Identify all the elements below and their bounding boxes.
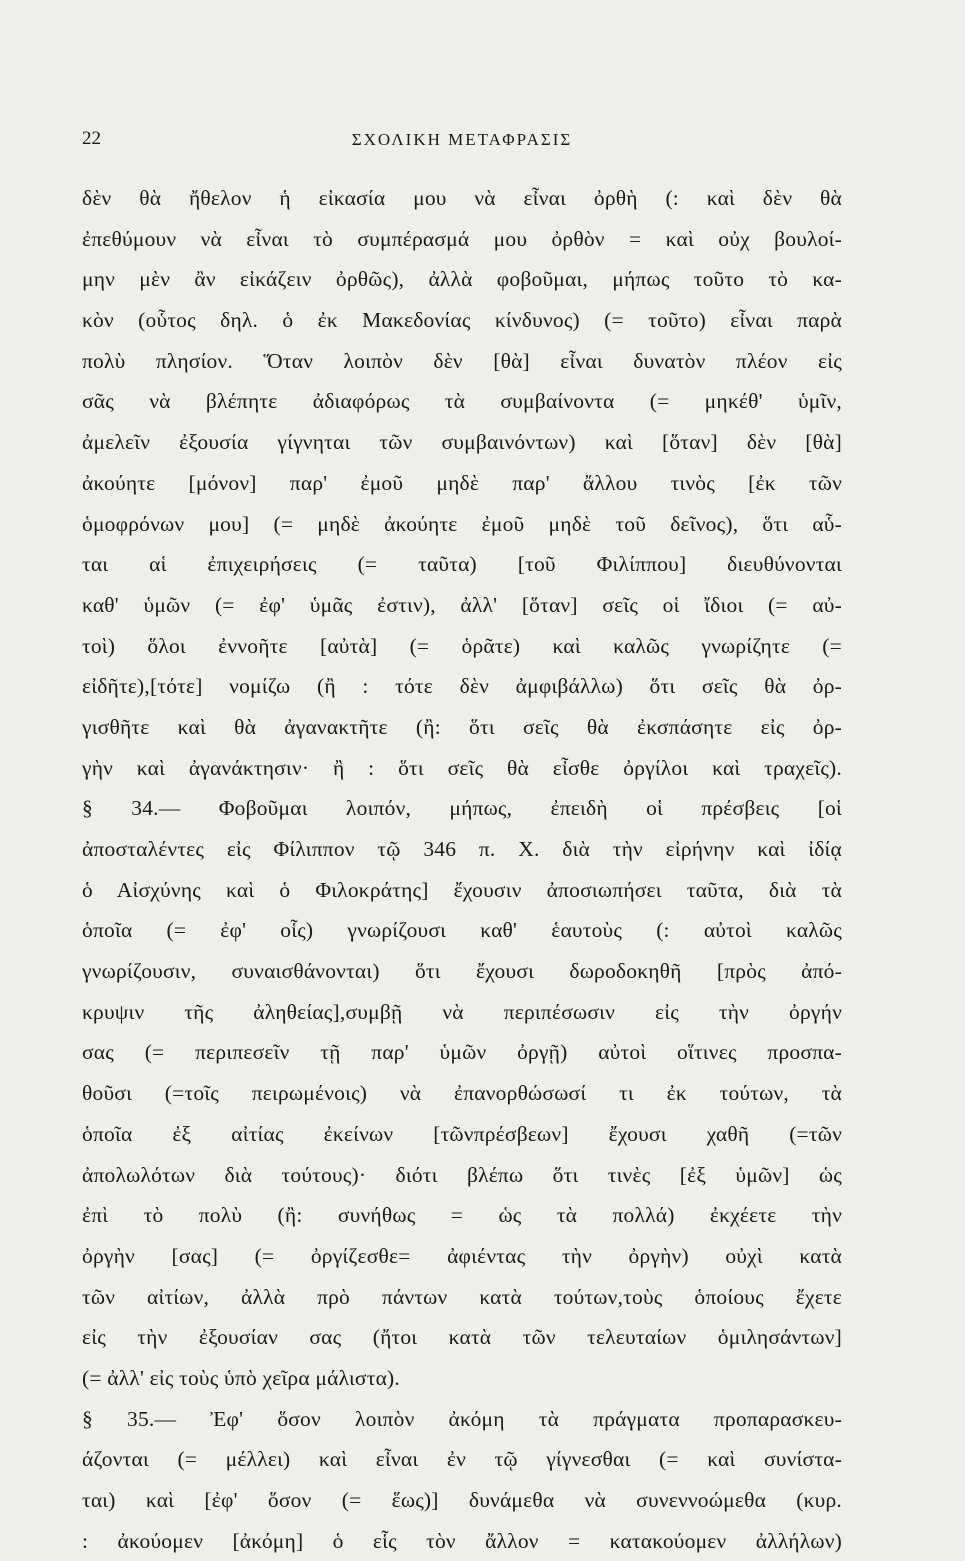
text-line: εἰς τὴν ἐξουσίαν σας (ἤτοι κατὰ τῶν τελευταίων ὁμιλησάντων]: [82, 1325, 842, 1350]
text-line: ἀποσταλέντες εἰς Φίλιππον τῷ 346 π. Χ. διὰ τὴν εἰρήνην καὶ ἰδίᾳ: [82, 837, 842, 861]
text-line: τοὶ) ὅλοι ἐννοῆτε [αὐτὰ] (= ὁρᾶτε) καὶ καλῶς γνωρίζητε (=: [82, 633, 842, 658]
section-35-line: § 35.— Ἐφ' ὅσον λοιπὸν ἀκόμη τὰ πράγματα προπαρασκευ-: [82, 1406, 842, 1431]
text-line: γνωρίζουσιν, συναισθάνονται) ὅτι ἔχουσι δωροδοκηθῆ [πρὸς ἀπό-: [82, 959, 842, 984]
text-line: (= ἀλλ' εἰς τοὺς ὑπὸ χεῖρα μάλιστα).: [82, 1365, 400, 1390]
text-line: ἀμελεῖν ἐξουσία γίγνηται τῶν συμβαινόντων) καὶ [ὅταν] δὲν [θὰ]: [82, 430, 842, 455]
text-line: ἀπολωλότων διὰ τούτους)· διότι βλέπω ὅτι τινὲς [ἐξ ὑμῶν] ὡς: [82, 1162, 842, 1187]
text-line: θοῦσι (=τοῖς πειρωμένοις) νὰ ἐπανορθώσωσί τι ἐκ τούτων, τὰ: [82, 1081, 842, 1106]
text-line: σας (= περιπεσεῖν τῇ παρ' ὑμῶν ὀργῇ) αὐτοὶ οἵτινες προσπα-: [82, 1040, 842, 1065]
text-line: γισθῆτε καὶ θὰ ἀγανακτῆτε (ἢ: ὅτι σεῖς θὰ ἐκσπάσητε εἰς ὀρ-: [82, 714, 842, 739]
section-34-line: § 34.— Φοβοῦμαι λοιπόν, μήπως, ἐπειδὴ οἱ πρέσβεις [οἱ: [82, 796, 842, 821]
text-line: πολὺ πλησίον. Ὅταν λοιπὸν δὲν [θὰ] εἶναι δυνατὸν πλέον εἰς: [82, 348, 842, 373]
text-line: κρυψιν τῆς ἀληθείας],συμβῇ νὰ περιπέσωσιν εἰς τὴν ὀργήν: [82, 999, 842, 1024]
body-text: [82, 178, 842, 1561]
text-line: δὲν θὰ ἤθελον ἡ εἰκασία μου νὰ εἶναι ὀρθὴ (: καὶ δὲν θὰ: [82, 186, 842, 210]
text-line: : ἀκούομεν [ἀκόμη] ὁ εἷς τὸν ἄλλον = κατακούομεν ἀλλήλων): [82, 1528, 842, 1553]
text-line: μην μὲν ἂν εἰκάζειν ὀρθῶς), ἀλλὰ φοβοῦμαι, μήπως τοῦτο τὸ κα-: [82, 267, 842, 292]
text-line: γὴν καὶ ἀγανάκτησιν· ἢ : ὅτι σεῖς θὰ εἶσθε ὀργίλοι καὶ τραχεῖς).: [82, 755, 842, 780]
text-line: κὸν (οὗτος δηλ. ὁ ἐκ Μακεδονίας κίνδυνος) (= τοῦτο) εἶναι παρὰ: [82, 308, 842, 333]
text-line: σᾶς νὰ βλέπητε ἀδιαφόρως τὰ συμβαίνοντα (= μηκέθ' ὑμῖν,: [82, 389, 842, 414]
text-line: ὁ Αἰσχύνης καὶ ὁ Φιλοκράτης] ἔχουσιν ἀποσιωπήσει ταῦτα, διὰ τὰ: [82, 877, 842, 902]
text-line: ἐπεθύμουν νὰ εἶναι τὸ συμπέρασμά μου ὀρθὸν = καὶ οὐχ βουλοί-: [82, 226, 842, 251]
text-line: ἐπὶ τὸ πολὺ (ἢ: συνήθως = ὡς τὰ πολλά) ἐκχέετε τὴν: [82, 1203, 842, 1228]
text-line: ται) καὶ [ἐφ' ὅσον (= ἕως)] δυνάμεθα νὰ συνεννοώμεθα (κυρ.: [82, 1488, 842, 1512]
text-line: ὁποῖα (= ἐφ' οἷς) γνωρίζουσι καθ' ἑαυτοὺς (: αὐτοὶ καλῶς: [82, 918, 842, 943]
text-line: εἰδῆτε),[τότε] νομίζω (ἢ : τότε δὲν ἀμφιβάλλω) ὅτι σεῖς θὰ ὀρ-: [82, 674, 842, 699]
text-line: ται αἱ ἐπιχειρήσεις (= ταῦτα) [τοῦ Φιλίππου] διευθύνονται: [82, 552, 842, 577]
text-line: ὀργὴν [σας] (= ὀργίζεσθε= ἀφιέντας τὴν ὀργὴν) οὐχὶ κατὰ: [82, 1243, 842, 1268]
text-line: ὁμοφρόνων μου] (= μηδὲ ἀκούητε ἐμοῦ μηδὲ τοῦ δεῖνος), ὅτι αὗ-: [82, 511, 842, 536]
running-head: ΣΧΟΛΙΚΗ ΜΕΤΑΦΡΑΣΙΣ: [351, 130, 573, 149]
page-header: [82, 128, 842, 156]
text-line: ὁποῖα ἐξ αἰτίας ἐκείνων [τῶνπρέσβεων] ἔχουσι χαθῆ (=τῶν: [82, 1121, 842, 1146]
text-line: τῶν αἰτίων, ἀλλὰ πρὸ πάντων κατὰ τούτων,τοὺς ὁποίους ἔχετε: [82, 1284, 842, 1309]
text-line: καθ' ὑμῶν (= ἐφ' ὑμᾶς ἐστιν), ἀλλ' [ὅταν] σεῖς οἱ ἴδιοι (= αὐ-: [82, 592, 842, 617]
text-line: άζονται (= μέλλει) καὶ εἶναι ἐν τῷ γίγνεσθαι (= καὶ συνίστα-: [82, 1447, 842, 1472]
text-line: ἀκούητε [μόνον] παρ' ἐμοῦ μηδὲ παρ' ἄλλου τινὸς [ἐκ τῶν: [82, 470, 842, 495]
page-number: 22: [82, 128, 101, 149]
